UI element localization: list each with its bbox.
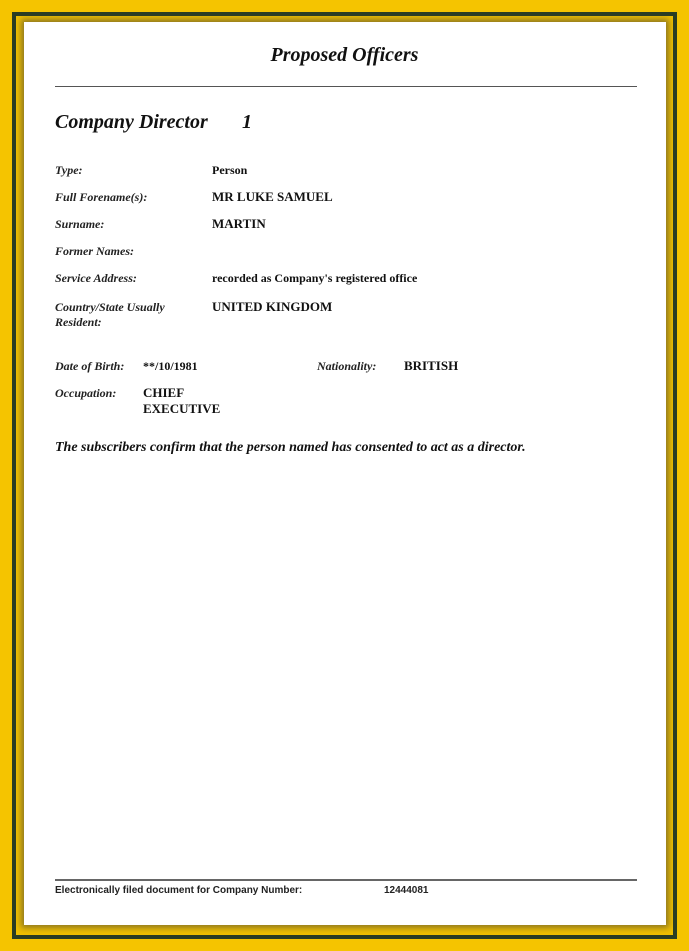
- country-label: [55, 300, 165, 330]
- former-names-label: Former Names:: [55, 244, 134, 258]
- consent-statement: The subscribers confirm that the person named has consented to act as a director.: [55, 440, 526, 455]
- surname-value: MARTIN: [212, 216, 266, 231]
- dob-value: **/10/1981: [143, 359, 198, 373]
- service-address-label: Service Address:: [55, 271, 137, 285]
- type-value: Person: [212, 163, 248, 177]
- service-address-value: recorded as Company's registered office: [212, 271, 418, 285]
- surname-label: Surname:: [55, 217, 105, 231]
- document-page: [24, 22, 666, 925]
- forenames-label: Full Forename(s):: [55, 190, 148, 204]
- type-label: Type:: [55, 163, 83, 177]
- document-title: Proposed Officers: [270, 44, 419, 66]
- occupation-value-line1: CHIEF: [143, 385, 185, 400]
- country-label-line1: Country/State Usually: [55, 300, 165, 314]
- title-divider: [55, 86, 637, 87]
- nationality-value: BRITISH: [404, 358, 459, 373]
- occupation-value-line2: EXECUTIVE: [143, 401, 221, 416]
- occupation-label: Occupation:: [55, 386, 117, 400]
- footer-label: Electronically filed document for Company Number:: [55, 885, 303, 896]
- forenames-value: MR LUKE SAMUEL: [212, 189, 333, 204]
- company-number: 12444081: [384, 885, 429, 896]
- country-value: UNITED KINGDOM: [212, 299, 333, 314]
- nationality-label: Nationality:: [317, 359, 377, 373]
- footer-divider: [55, 879, 637, 881]
- section-heading: Company Director: [55, 111, 208, 133]
- occupation-value: [143, 385, 220, 417]
- country-label-line2: Resident:: [55, 315, 102, 329]
- officer-number: 1: [242, 111, 252, 133]
- dob-label: Date of Birth:: [55, 359, 125, 373]
